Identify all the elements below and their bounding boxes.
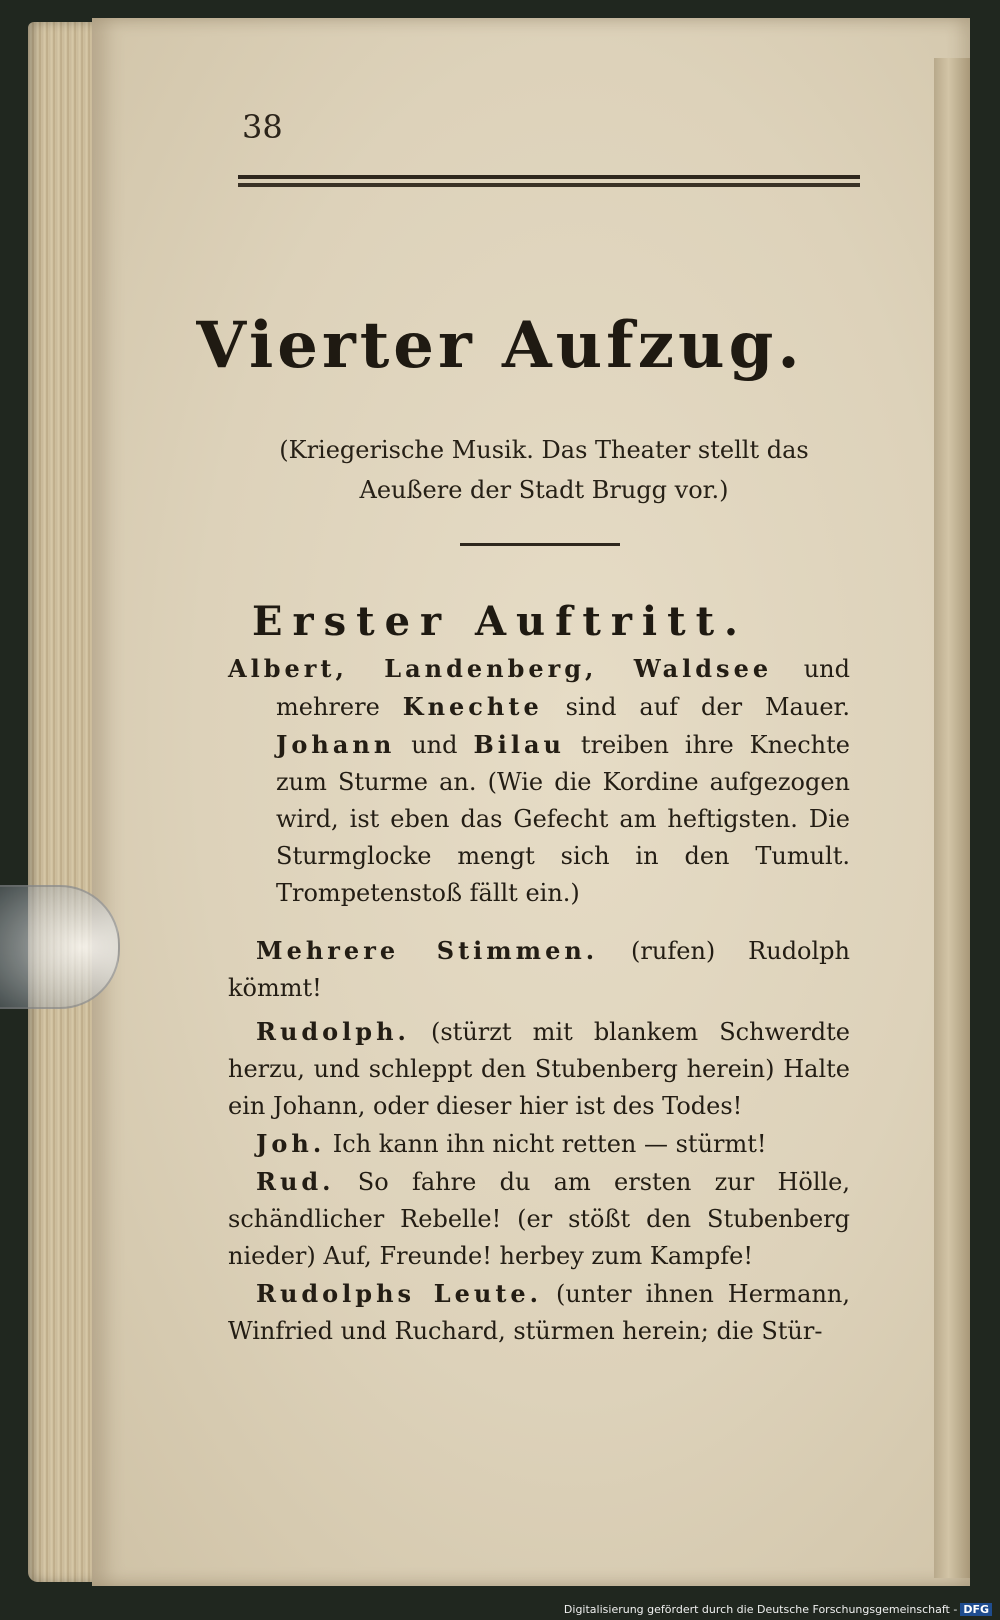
speaker: Mehrere Stimmen. [256, 936, 599, 965]
cast-text-1: und mehrere [276, 655, 850, 721]
speech [228, 1275, 850, 1350]
dfg-logo: DFG [960, 1603, 992, 1616]
speech [228, 1125, 850, 1163]
speech-text: (stürzt mit blankem Schwerdte herzu, und schleppt den Stubenberg herein) Halte ein Johann, oder dieser hier ist des Todes! [228, 1018, 850, 1120]
act-title: Vierter Aufzug. [196, 308, 804, 383]
stage-direction: (Kriegerische Musik. Das Theater stellt das Aeußere der Stadt Brugg vor.) [279, 436, 809, 504]
scene-title: Erster Auftritt. [252, 598, 748, 645]
header-rule-line-2 [238, 183, 860, 187]
cast-line [228, 650, 850, 912]
speech-text: So fahre du am ersten zur Hölle, schändlicher Rebelle! (er stößt den Stubenberg nieder) Auf, Freunde! herbey zum Kampfe! [228, 1168, 850, 1270]
page-clip [0, 885, 120, 1009]
speech [228, 1163, 850, 1275]
speech [228, 1013, 850, 1125]
footer-text: Digitalisierung gefördert durch die Deutsche Forschungsgemeinschaft - [563, 1603, 958, 1616]
cast-text-3: und [395, 731, 474, 759]
digitization-footer [564, 1603, 992, 1616]
cast-text-2: sind auf der Mauer. [542, 693, 850, 721]
speech [228, 932, 850, 1007]
page-number: 38 [242, 108, 283, 146]
cast-johann: Johann [276, 730, 396, 759]
header-rule [238, 175, 860, 189]
section-divider [460, 543, 620, 546]
speech-text: Ich kann ihn nicht retten — stürmt! [325, 1130, 767, 1158]
dialogue [228, 932, 850, 1350]
speaker: Joh. [256, 1129, 326, 1158]
cast-names: Albert, Landenberg, Waldsee [228, 654, 773, 683]
speech-text: (rufen) Rudolph kömmt! [228, 937, 851, 1002]
cast-text-4: treiben ihre Knechte zum Sturme an. (Wie die Kordine aufgezogen wird, ist eben das Gefecht am heftigsten. Die Sturmglocke mengt sich in den Tumult. Trompetenstoß fällt ein.) [276, 731, 850, 907]
speaker: Rudolph. [256, 1017, 410, 1046]
header-rule-line-1 [238, 175, 860, 179]
speaker: Rud. [256, 1167, 335, 1196]
cast-knechte: Knechte [402, 692, 543, 721]
right-page-edge [934, 58, 970, 1578]
cast-paragraph [228, 650, 850, 912]
speaker: Rudolphs Leute. [256, 1279, 543, 1308]
cast-bilau: Bilau [473, 730, 565, 759]
speech-text: (unter ihnen Hermann, Winfried und Ruchard, stürmen herein; die Stür- [228, 1280, 851, 1345]
